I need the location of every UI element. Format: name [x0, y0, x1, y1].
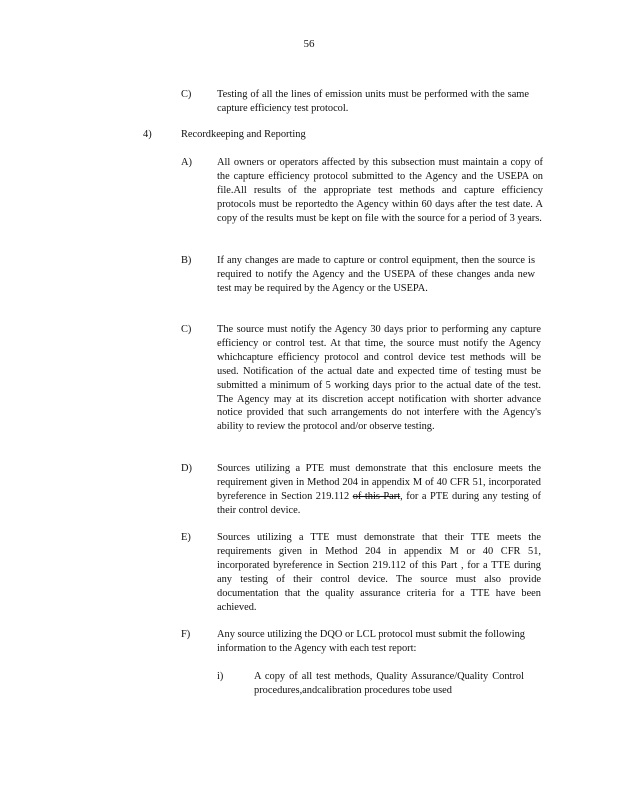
item-label: B): [181, 255, 192, 266]
item-text: A copy of all test methods, Quality Assurance/Quality Control procedures,andcalibration procedures tobe used: [254, 671, 524, 696]
item-text: [217, 462, 541, 518]
item-text: Sources utilizing a TTE must demonstrate that their TTE meets the requirements given in Method 204 in appendix M or 40 CFR 51, incorporated byreference in Section 219.112 of this Part , for a TTE during any testing of their control device. The source must also provide documentation that the quality assurance criteria for a TTE have been achieved.: [217, 532, 541, 613]
item-text: If any changes are made to capture or control equipment, then the source is required to notify the Agency and the USEPA of these changes anda new test may be required by the Agency or the USEPA.: [217, 255, 535, 294]
item-text-before: Sources utilizing a PTE must demonstrate that this enclosure meets the requirement given in Method 204 in appendix M of 40 CFR 51, incorporated byreference in Section 219.112: [217, 463, 541, 502]
item-label: D): [181, 463, 192, 474]
item-label: C): [181, 324, 192, 335]
section-number: 4): [143, 129, 152, 140]
item-label: E): [181, 532, 191, 543]
item-label: C): [181, 89, 192, 100]
section-title: Recordkeeping and Reporting: [181, 129, 306, 140]
struck-text: of this Part: [352, 490, 401, 502]
item-text-after: , for a PTE during any testing of their control device.: [217, 490, 541, 516]
item-text: All owners or operators affected by this subsection must maintain a copy of the capture efficiency protocol submitted to the Agency and the USEPA on file.All results of the appropriate test methods and capture efficiency protocols must be reportedto the Agency within 60 days after the test date. A copy of the results must be kept on file with the source for a period of 3 years.: [217, 157, 543, 224]
page-number: 56: [303, 38, 315, 50]
item-label: A): [181, 157, 192, 168]
item-text: Testing of all the lines of emission units must be performed with the same capture efficiency test protocol.: [217, 89, 529, 114]
item-label: i): [217, 671, 224, 682]
item-label: F): [181, 629, 191, 640]
item-text: Any source utilizing the DQO or LCL protocol must submit the following information to the Agency with each test report:: [217, 629, 525, 654]
item-text: The source must notify the Agency 30 days prior to performing any capture efficiency or control test. At that time, the source must notify the Agency whichcapture efficiency protocol and control device test methods will be used. Notification of the actual date and expected time of testing must be submitted a minimum of 5 working days prior to the actual date of the test. The Agency may at its discretion accept notification with shorter advance notice provided that such arrangements do not interfere with the Agency's ability to review the protocol and/or observe testing.: [217, 324, 541, 433]
